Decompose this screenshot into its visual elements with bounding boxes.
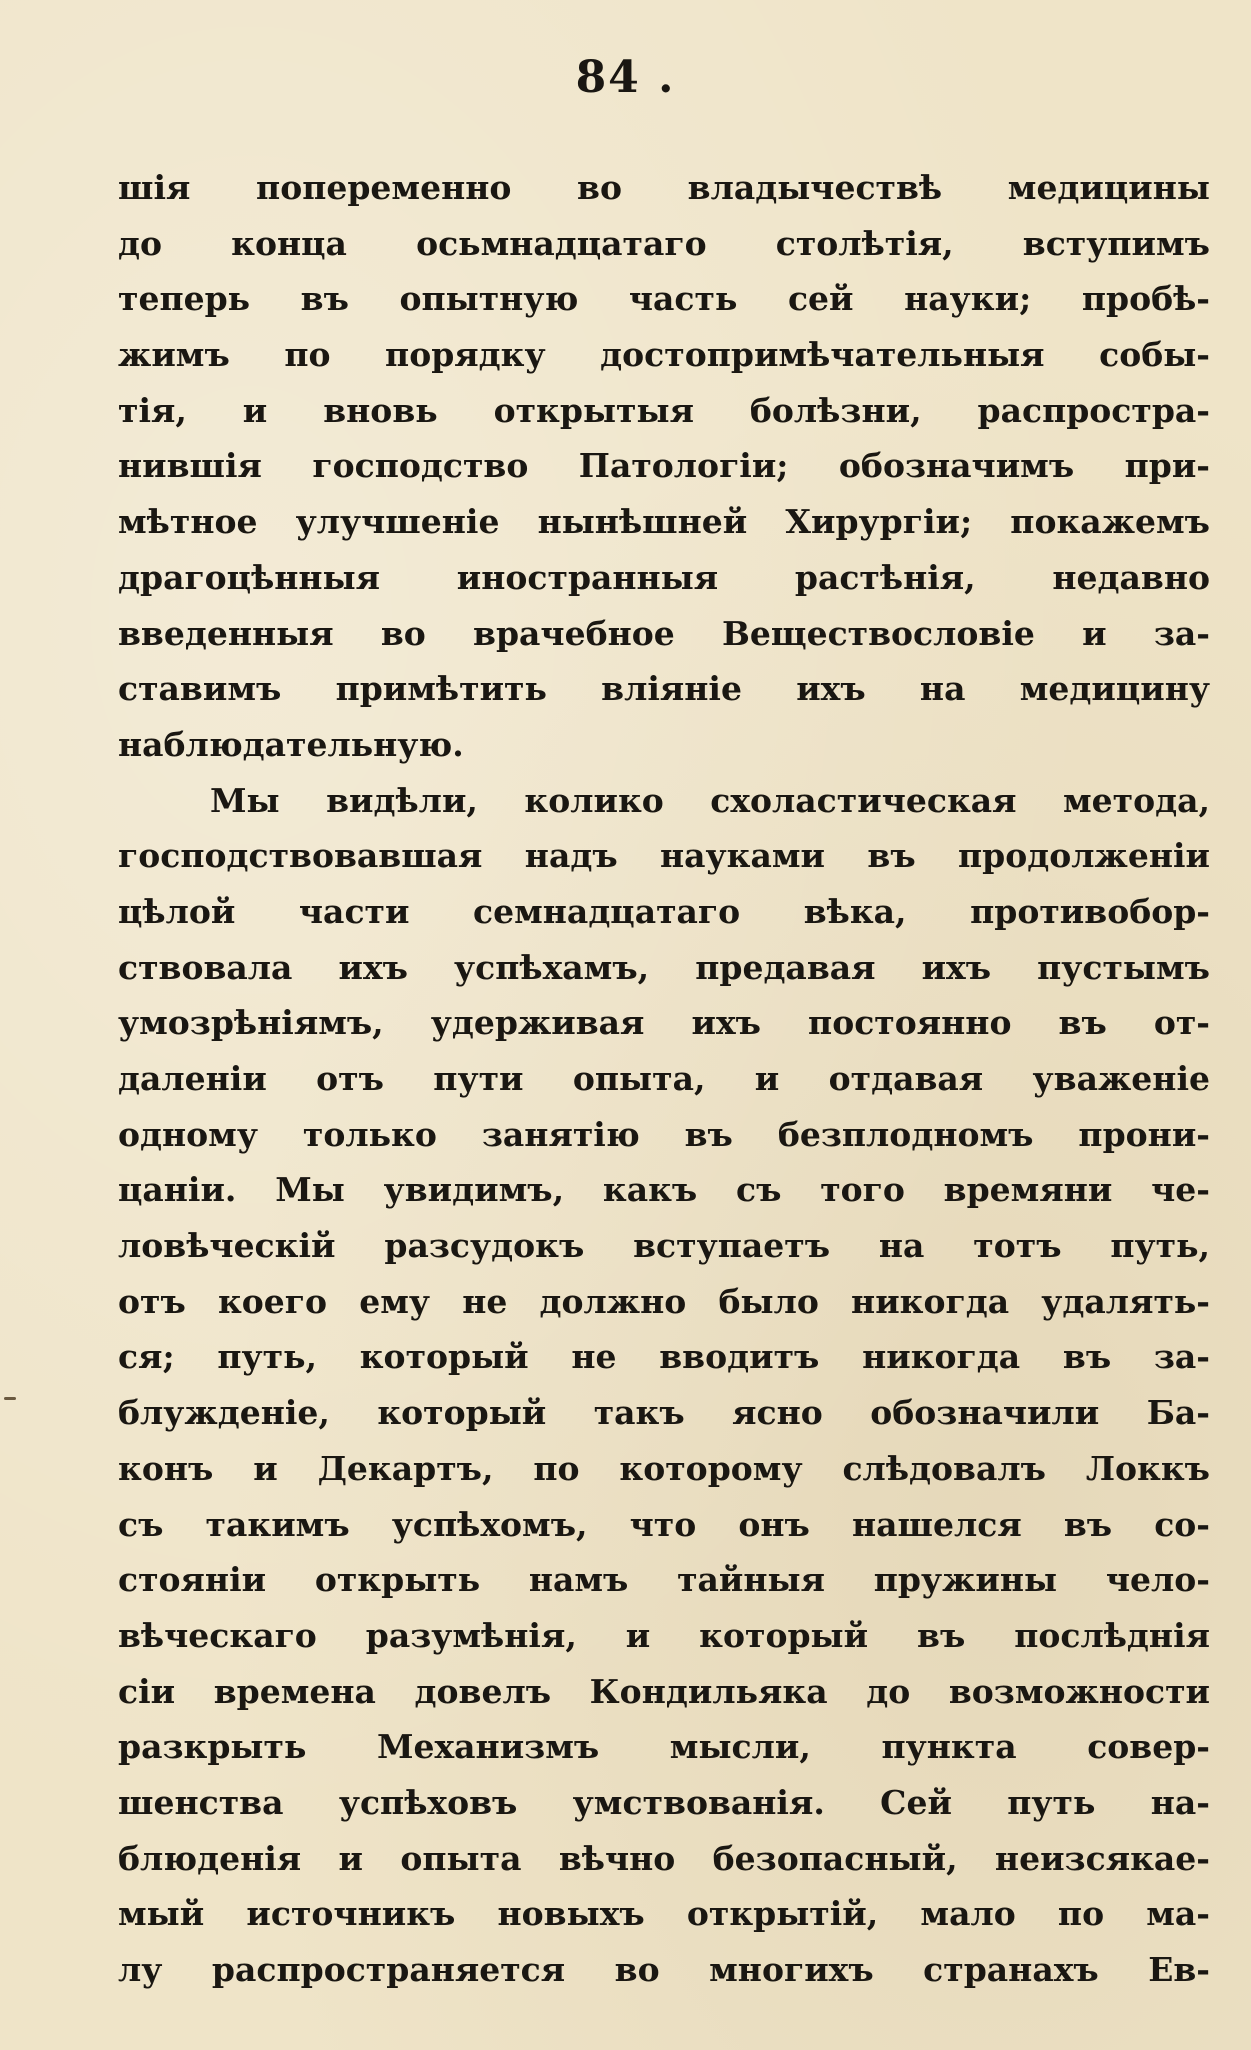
text-line: ствовала ихъ успѣхамъ, предавая ихъ пустымъ [118,947,1210,987]
text-line: шія попеременно во владычествѣ медицины [118,168,1210,207]
page-number: 84 . [575,52,676,103]
text-line: цаніи. Мы увидимъ, какъ съ того времяни че- [118,1170,1210,1210]
paragraph-1 [118,160,1210,773]
text-line: ся; путь, который не вводитъ никогда въ за- [118,1337,1210,1377]
text-line: одному только занятію въ безплодномъ прони- [118,1114,1210,1154]
text-line: Мы видѣли, колико схоластическая метода, [210,780,1210,820]
text-line: мый источникъ новыхъ открытій, мало по ма- [118,1894,1210,1934]
text-line: тія, и вновь открытыя болѣзни, распростра- [118,390,1210,430]
text-line: ловѣческій разсудокъ вступаетъ на тотъ путь, [118,1226,1210,1266]
text-line: съ такимъ успѣхомъ, что онъ нашелся въ со- [118,1504,1210,1544]
text-line: разкрыть Механизмъ мысли, пункта совер- [118,1727,1210,1767]
text-line: до конца осьмнадцатаго столѣтія, вступимъ [118,223,1210,263]
text-line: введенныя во врачебное Веществословіе и за- [118,613,1210,653]
text-line: мѣтное улучшеніе нынѣшней Хирургіи; покажемъ [118,502,1210,542]
margin-ink-mark [4,1397,16,1400]
text-line: нившія господство Патологіи; обозначимъ при- [118,446,1210,486]
text-line: сіи времена довелъ Кондильяка до возможности [118,1671,1210,1711]
text-line: лу распространяется во многихъ странахъ Ев- [118,1950,1210,1989]
text-line: отъ коего ему не должно было никогда удалять- [118,1281,1210,1321]
text-line: ставимъ примѣтить вліяніе ихъ на медицину [118,669,1210,709]
paragraph-2 [118,773,1210,1998]
text-line: блужденіе, который такъ ясно обозначили Ба- [118,1393,1210,1433]
text-line: конъ и Декартъ, по которому слѣдовалъ Локкъ [118,1448,1210,1488]
text-line: господствовавшая надъ науками въ продолженіи [118,836,1210,876]
body-text [118,160,1210,1998]
text-line: стояніи открыть намъ тайныя пружины чело- [118,1560,1210,1600]
text-line: теперь въ опытную часть сей науки; пробѣ- [118,279,1210,319]
text-line: цѣлой части семнадцатаго вѣка, противобор- [118,891,1210,931]
text-line: шенства успѣховъ умствованія. Сей путь на- [118,1782,1210,1822]
text-line: даленіи отъ пути опыта, и отдавая уваженіе [118,1059,1210,1098]
text-line: наблюдательную. [118,724,464,764]
text-line: вѣческаго разумѣнія, и который въ послѣднія [118,1615,1210,1655]
text-line: жимъ по порядку достопримѣчательныя собы- [118,335,1210,375]
text-line: блюденія и опыта вѣчно безопасный, неизсякае- [118,1838,1210,1878]
text-line: драгоцѣнныя иностранныя растѣнія, недавно [118,557,1210,597]
text-line: умозрѣніямъ, удерживая ихъ постоянно въ от- [118,1003,1210,1043]
